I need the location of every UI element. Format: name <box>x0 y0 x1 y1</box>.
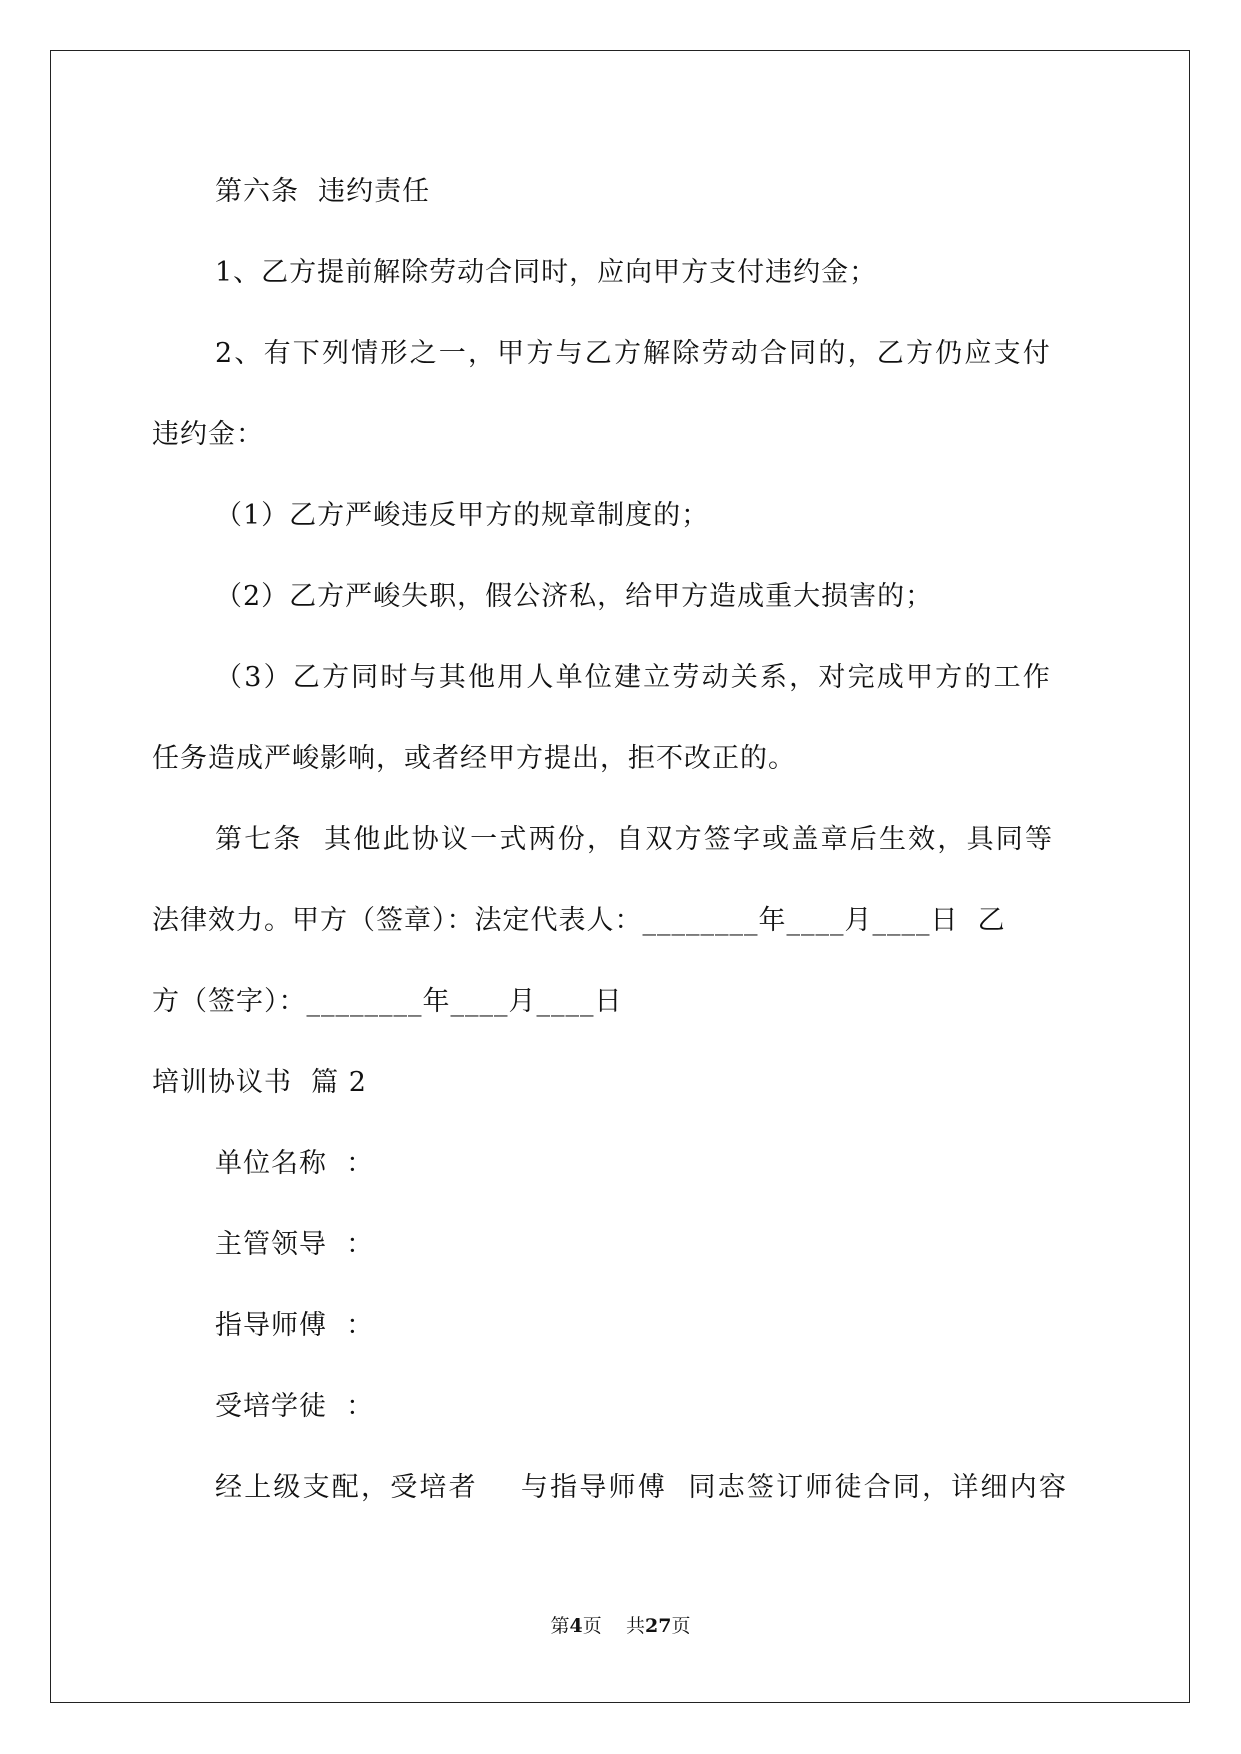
footer-prefix: 第 <box>550 1615 570 1637</box>
footer-total-unit: 页 <box>671 1615 691 1637</box>
footer-page-unit: 页 <box>582 1615 602 1637</box>
closing-paragraph: 经上级支配，受培者 与指导师傅 同志签订师徒合同，详细内容 <box>215 1472 1069 1503</box>
footer-page-number: 4 <box>569 1615 583 1637</box>
article-7-line-1: 第七条 其他此协议一式两份，自双方签字或盖章后生效，具同等 <box>215 824 1055 855</box>
field-unit-name: 单位名称 ： <box>215 1148 375 1179</box>
clause-3-line-2: 任务造成严峻影响，或者经甲方提出，拒不改正的。 <box>152 743 796 774</box>
field-apprentice: 受培学徒 ： <box>215 1391 375 1422</box>
paragraph-2-line-2: 违约金： <box>152 419 264 450</box>
field-supervisor: 主管领导 ： <box>215 1229 375 1260</box>
page-footer <box>0 1614 1241 1638</box>
clause-1: （1）乙方严峻违反甲方的规章制度的； <box>215 500 710 531</box>
article-6-heading: 第六条 违约责任 <box>215 176 431 207</box>
clause-2: （2）乙方严峻失职，假公济私，给甲方造成重大损害的； <box>215 581 934 612</box>
field-mentor: 指导师傅 ： <box>215 1310 375 1341</box>
footer-total-prefix: 共 <box>625 1615 645 1637</box>
paragraph-2-line-1: 2、有下列情形之一，甲方与乙方解除劳动合同的，乙方仍应支付 <box>215 338 1052 369</box>
footer-total-pages: 27 <box>644 1615 672 1637</box>
article-7-line-3: 方（签字）：________年____月____日 <box>152 986 623 1017</box>
article-7-line-2: 法律效力。甲方（签章）：法定代表人：________年____月____日 乙 <box>152 905 1006 936</box>
clause-3-line-1: （3）乙方同时与其他用人单位建立劳动关系，对完成甲方的工作 <box>215 662 1052 693</box>
paragraph-1: 1、乙方提前解除劳动合同时，应向甲方支付违约金； <box>215 257 878 288</box>
page-border <box>50 50 1190 1703</box>
section-title-2: 培训协议书 篇 2 <box>152 1067 367 1098</box>
